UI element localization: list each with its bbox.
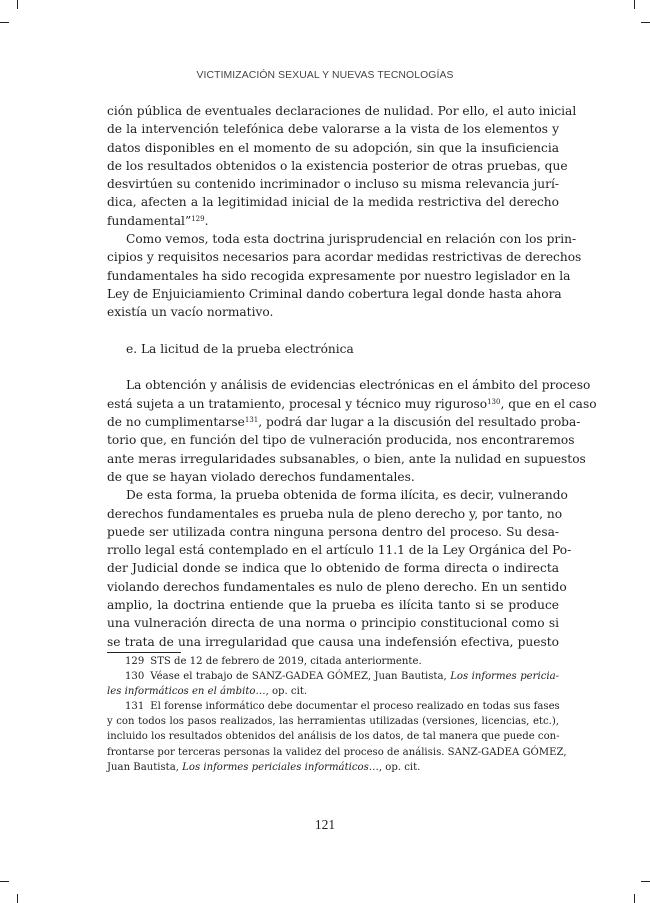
text-line: ante meras irregularidades subsanables, o bien, ante la nulidad en supuestos (107, 451, 586, 466)
body-text (107, 102, 597, 651)
text-line: está sujeta a un tratamiento, procesal y técnico muy riguroso$^{130}$, que en el caso (107, 396, 597, 411)
text-line: de la intervención telefónica debe valorarse a la vista de los elementos y (107, 122, 559, 137)
text-line: y con todos los pasos realizados, las herramientas utilizadas (versiones, licencias, etc.), (107, 716, 559, 728)
footnote-number: 131 (125, 701, 145, 713)
text-line: de que se hayan violado derechos fundamentales. (107, 469, 415, 484)
text-line: torio que, en función del tipo de vulneración producida, nos encontraremos (107, 433, 575, 448)
citation-title: Los informes periciales informáticos… (182, 761, 379, 773)
text-line: La obtención y análisis de evidencias electrónicas en el ámbito del proceso (126, 378, 591, 393)
text-line: datos disponibles en el momento de su adopción, sin que la insuficiencia (107, 140, 559, 155)
text-line: violando derechos fundamentales es nulo de pleno derecho. En un sentido (107, 579, 567, 594)
text-line: existía un vacío normativo. (107, 305, 274, 320)
text-line: cipios y requisitos necesarios para acordar medidas restrictivas de derechos (107, 250, 582, 265)
text-line: frontarse por terceras personas la validez del proceso de análisis. SANZ-GADEA GÓMEZ, (107, 746, 567, 758)
running-header: VICTIMIZACIÓN SEXUAL Y NUEVAS TECNOLOGÍAS (196, 70, 454, 81)
footnote-number: 129 (125, 656, 145, 667)
crop-mark-bottom-left-v (17, 894, 18, 903)
spacer (107, 322, 559, 340)
footnotes (107, 654, 567, 775)
paragraph-3 (107, 376, 597, 486)
text-line: 129 STS de 12 de febrero de 2019, citada anteriormente. (125, 656, 422, 667)
text-line: 131 El forense informático debe documentar el proceso realizado en todas sus fases (125, 701, 560, 713)
crop-mark-bottom-right-v (634, 894, 635, 903)
text-line: puede ser utilizada contra ninguna persona dentro del proceso. Su desa- (107, 524, 559, 539)
text-line: fundamentales ha sido recogida expresamente por nuestro legislador en la (107, 268, 571, 283)
text-line: derechos fundamentales es prueba nula de pleno derecho y, por tanto, no (107, 506, 563, 521)
footnote-130 (107, 669, 559, 699)
text-line: Juan Bautista, Los informes periciales informáticos…, op. cit. (107, 761, 421, 773)
footnote-number: 130 (125, 671, 145, 683)
text-line: se trata de una irregularidad que causa una indefensión efectiva, puesto (107, 634, 559, 649)
spacer (107, 358, 559, 376)
citation-title: les informáticos en el ámbito… (107, 686, 266, 698)
section-heading: e. La licitud de la prueba electrónica (126, 341, 354, 356)
paragraph-4 (107, 486, 572, 651)
text-line: Como vemos, toda esta doctrina jurisprudencial en relación con los prin- (126, 232, 577, 247)
page-number: 121 (314, 817, 336, 832)
text-line: der Judicial donde se indica que lo obtenido de forma directa o indirecta (107, 561, 559, 576)
crop-mark-top-left-h (0, 22, 9, 23)
footnote-129 (107, 654, 559, 669)
text-line: les informáticos en el ámbito…, op. cit. (107, 686, 308, 698)
text-line: De esta forma, la prueba obtenida de forma ilícita, es decir, vulnerando (126, 488, 568, 503)
text-line: una vulneración directa de una norma o principio constitucional como si (107, 616, 559, 631)
text-line: rrollo legal está contemplado en el artículo 11.1 de la Ley Orgánica del Po- (107, 543, 572, 558)
text-line: dica, afecten a la legitimidad inicial de la medida restrictiva del derecho (107, 195, 559, 210)
paragraph-1 (107, 102, 577, 230)
text-line: amplio, la doctrina entiende que la prueba es ilícita tanto si se produce (107, 598, 559, 613)
crop-mark-bottom-left-h (0, 881, 9, 882)
footnote-ref-130[interactable]: 130 (487, 397, 501, 406)
text-line: 130 Véase el trabajo de SANZ-GADEA GÓMEZ, Juan Bautista, Los informes pericia- (125, 671, 559, 683)
text-line: de no cumplimentarse$^{131}$, podrá dar lugar a la discusión del resultado proba- (107, 415, 581, 430)
text-line: ción pública de eventuales declaraciones de nulidad. Por ello, el auto inicial (107, 104, 577, 118)
text-line: incluido los resultados obtenidos del análisis de los datos, de tal manera que puede con- (107, 731, 560, 743)
footnote-131 (107, 699, 567, 774)
citation-title: Los informes pericia- (450, 671, 559, 683)
text-line: Ley de Enjuiciamiento Criminal dando cobertura legal donde hasta ahora (107, 286, 562, 301)
text-line: de los resultados obtenidos o la existencia posterior de otras pruebas, que (107, 158, 568, 173)
text-line: desvirtúen su contenido incriminador o incluso su misma relevancia jurí- (107, 177, 559, 192)
crop-mark-top-left-v (17, 0, 18, 9)
crop-mark-top-right-h (641, 22, 650, 23)
footnote-divider (107, 652, 181, 653)
text-line: fundamental”$^{129}$. (107, 213, 209, 228)
crop-mark-bottom-right-h (641, 881, 650, 882)
crop-mark-top-right-v (634, 0, 635, 9)
footnote-ref-131[interactable]: 131 (244, 416, 259, 425)
paragraph-2 (107, 230, 582, 321)
footnote-ref-129[interactable]: 129 (191, 214, 205, 223)
